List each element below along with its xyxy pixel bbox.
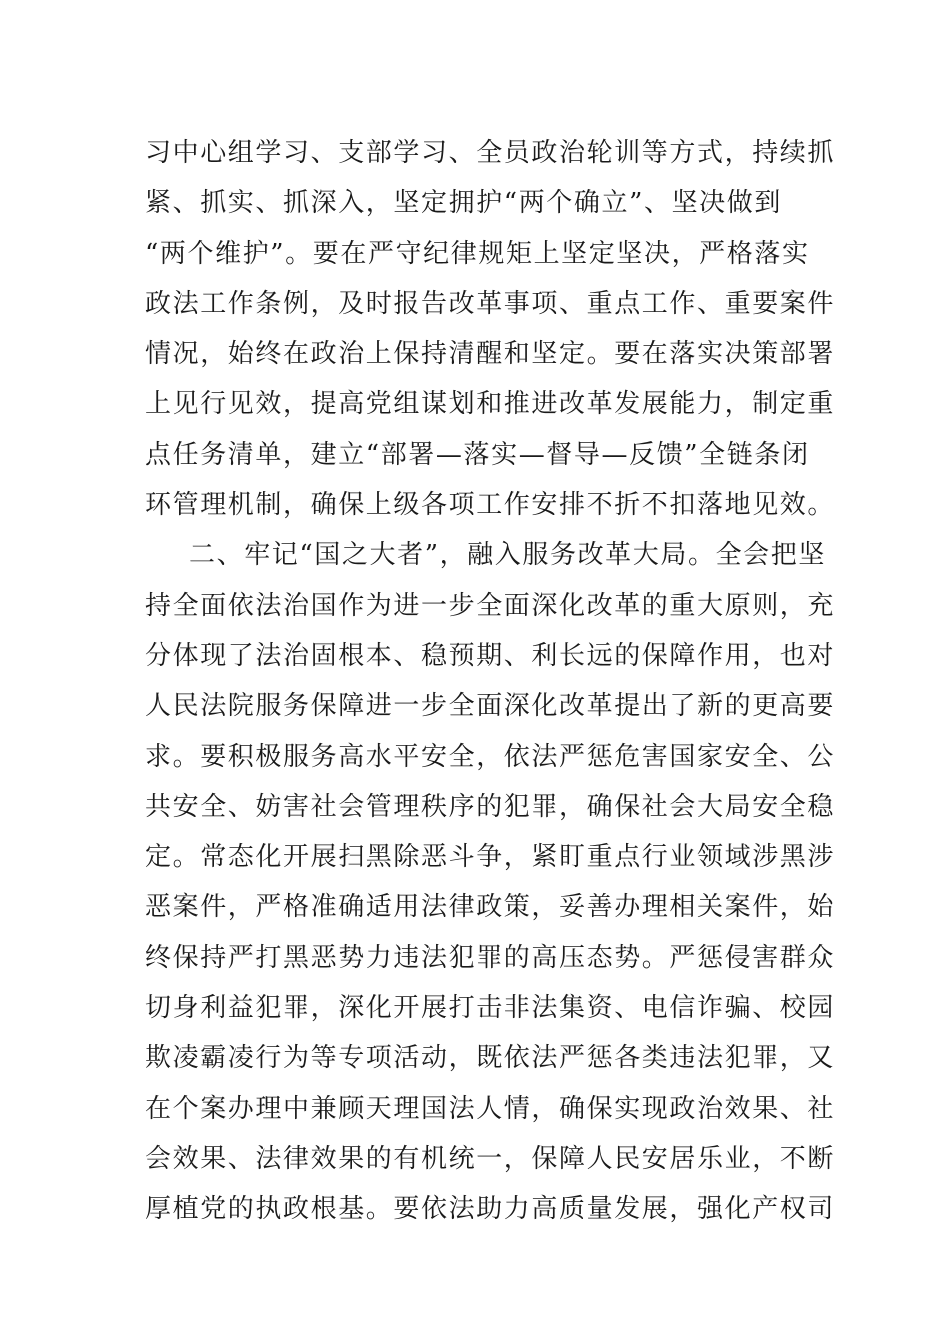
text-line: 会效果、法律效果的有机统一，保障人民安居乐业，不断: [145, 1143, 836, 1174]
text-line: 持全面依法治国作为进一步全面深化改革的重大原则，充: [145, 590, 836, 621]
text-line: 定。常态化开展扫黑除恶斗争，紧盯重点行业领域涉黑涉: [145, 842, 836, 873]
text-line: 点任务清单，建立“部署—落实—督导—反馈”全链条闭: [145, 439, 810, 470]
text-line: 上见行见效，提高党组谋划和推进改革发展能力，制定重: [145, 389, 836, 420]
text-line: 环管理机制，确保上级各项工作安排不折不扣落地见效。: [145, 490, 836, 521]
text-line: 习中心组学习、支部学习、全员政治轮训等方式，持续抓: [145, 138, 836, 168]
text-line: 政法工作条例，及时报告改革事项、重点工作、重要案件: [145, 288, 836, 319]
text-line: 共安全、妨害社会管理秩序的犯罪，确保社会大局安全稳: [145, 791, 836, 822]
text-line: 紧、抓实、抓深入，坚定拥护“两个确立”、坚决做到: [145, 188, 782, 219]
text-line: 切身利益犯罪，深化开展打击非法集资、电信诈骗、校园: [145, 993, 836, 1024]
text-line: 厚植党的执政根基。要依法助力高质量发展，强化产权司: [145, 1194, 836, 1225]
text-line: 分体现了法治固根本、稳预期、利长远的保障作用，也对: [145, 640, 836, 671]
text-line: 在个案办理中兼顾天理国法人情，确保实现政治效果、社: [145, 1093, 836, 1124]
text-line: 求。要积极服务高水平安全，依法严惩危害国家安全、公: [145, 741, 836, 772]
text-line: 情况，始终在政治上保持清醒和坚定。要在落实决策部署: [145, 339, 836, 370]
text-line: 终保持严打黑恶势力违法犯罪的高压态势。严惩侵害群众: [145, 942, 836, 973]
text-line: “两个维护”。要在严守纪律规矩上坚定坚决，严格落实: [145, 238, 810, 269]
text-line: 欺凌霸凌行为等专项活动，既依法严惩各类违法犯罪，又: [145, 1043, 836, 1074]
text-line: 人民法院服务保障进一步全面深化改革提出了新的更高要: [145, 691, 836, 722]
body-text: [145, 128, 836, 1235]
section-heading-line: 二、牢记“国之大者”，融入服务改革大局。全会把坚: [189, 540, 826, 571]
text-line: 恶案件，严格准确适用法律政策，妥善办理相关案件，始: [145, 892, 836, 923]
